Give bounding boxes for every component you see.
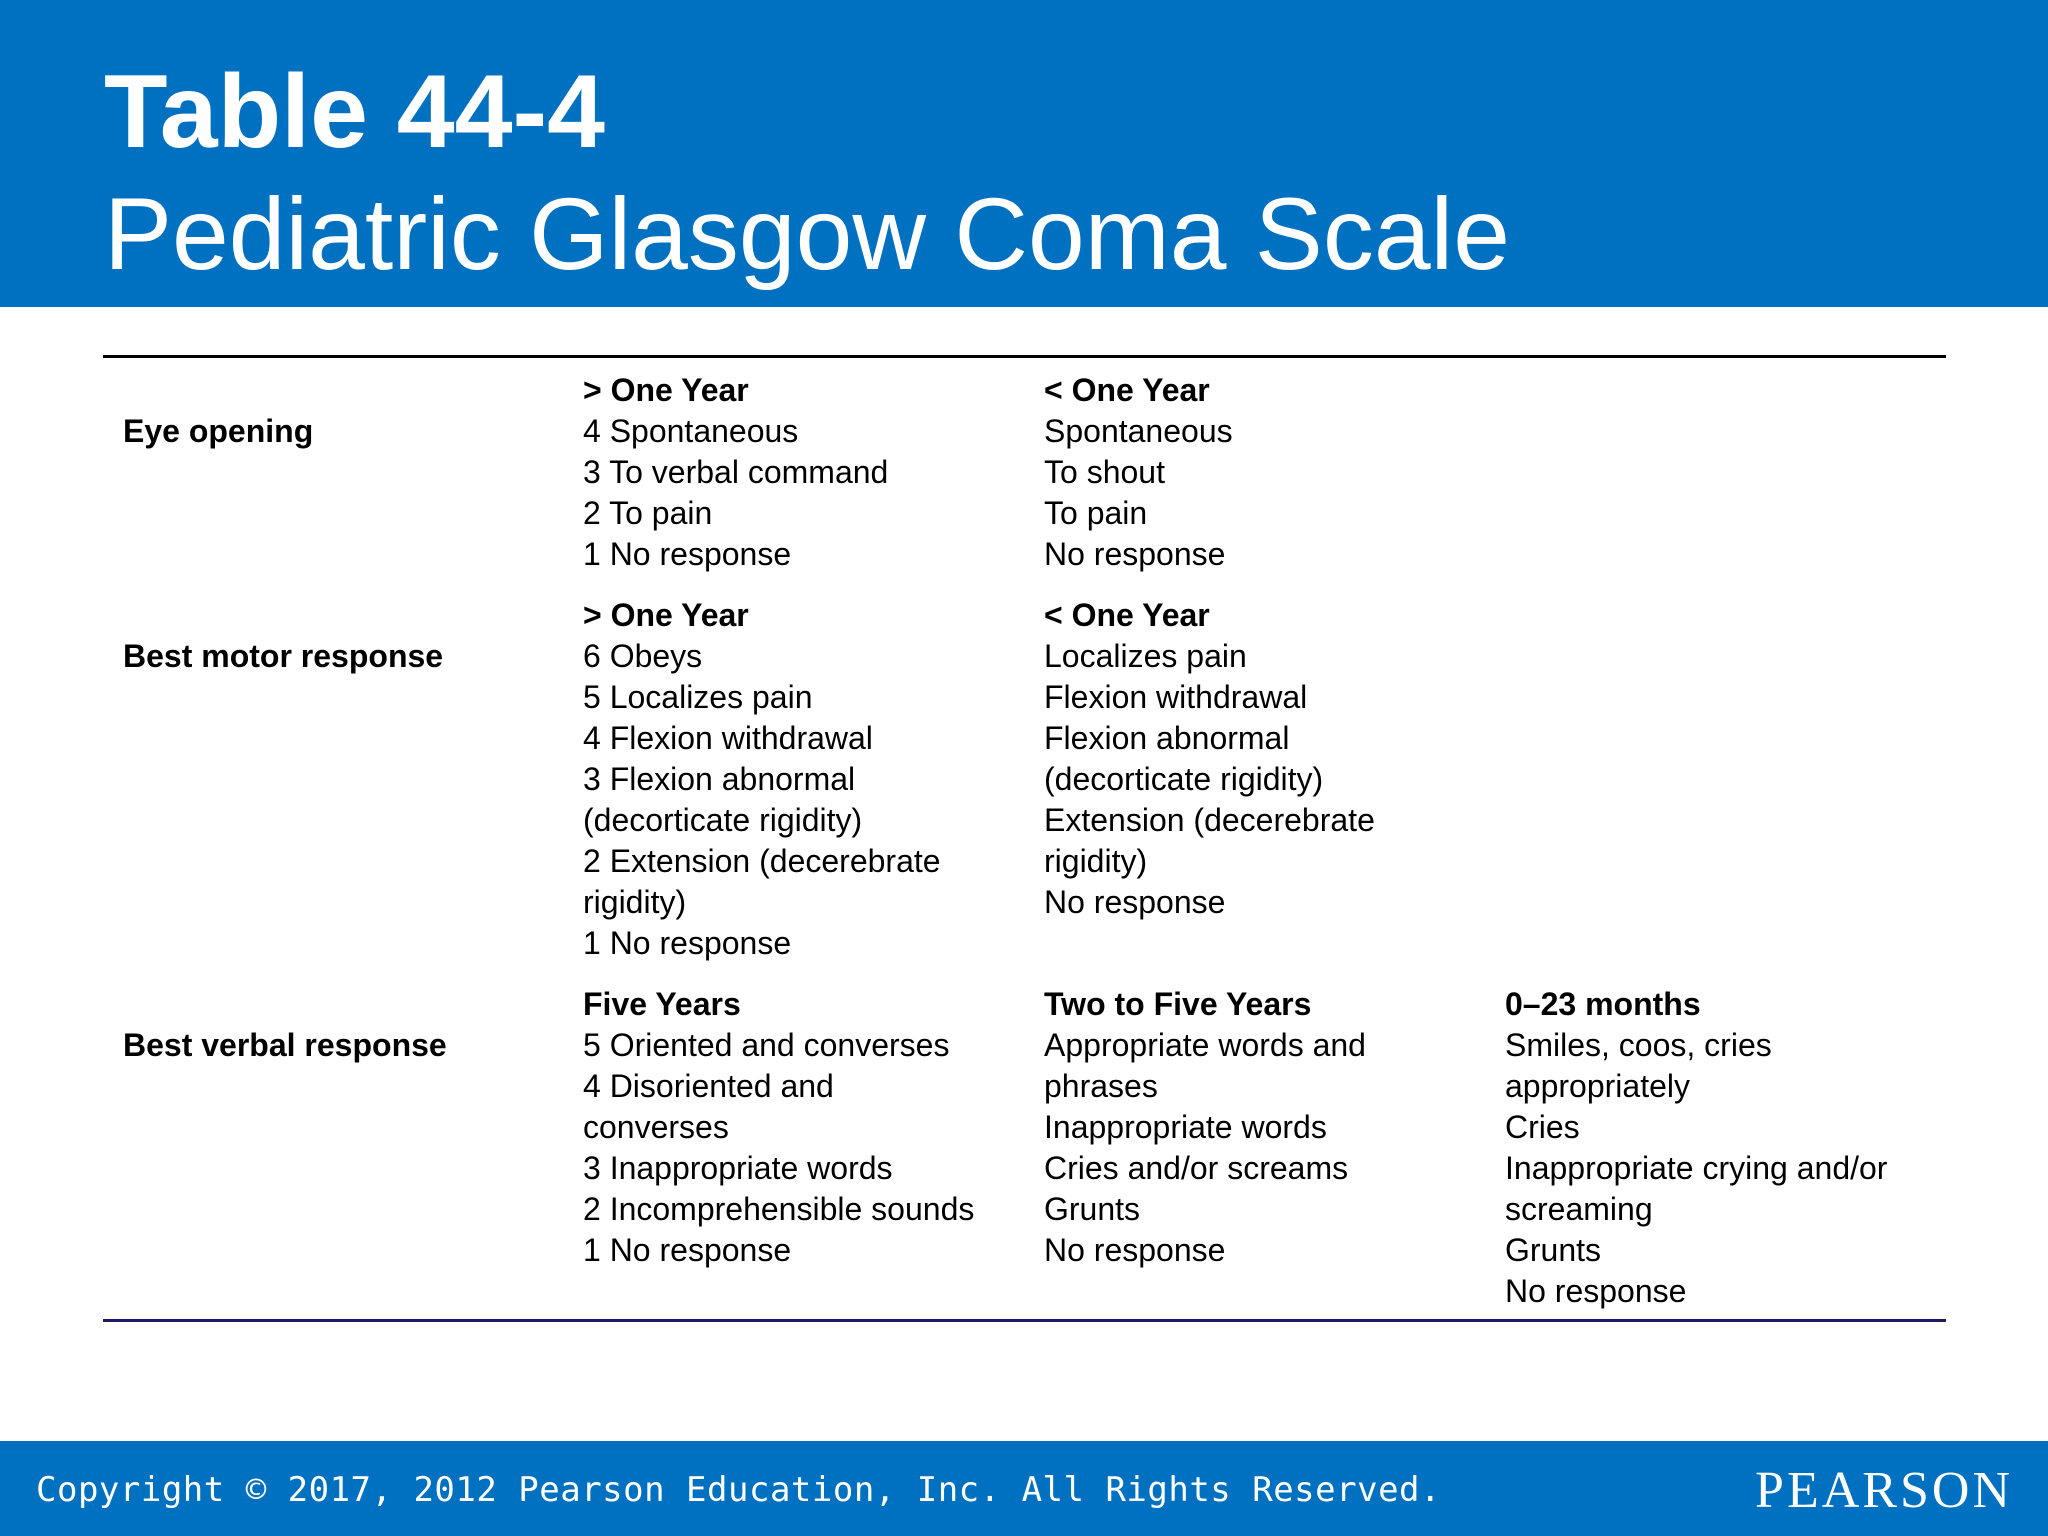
column-under-one-year [1044,370,1233,575]
scale-item: Cries [1505,1109,1580,1145]
row-label: Best verbal response [123,1027,447,1063]
column-heading: Two to Five Years [1044,986,1312,1022]
column-heading: > One Year [583,372,749,408]
scale-item: (decorticate rigidity) [1044,761,1324,797]
scale-item: Grunts [1505,1232,1602,1268]
column-two-to-five-years [1044,984,1366,1271]
scale-item: Appropriate words and [1044,1027,1366,1063]
scale-item: converses [583,1109,729,1145]
scale-item: Cries and/or screams [1044,1150,1349,1186]
scale-item: 2 Extension (decerebrate [583,843,941,879]
scale-item: No response [1044,884,1226,920]
scale-item: 4 Flexion withdrawal [583,720,873,756]
scale-item: appropriately [1505,1068,1690,1104]
table-number: Table 44-4 [104,54,605,170]
scale-item: Inappropriate words [1044,1109,1327,1145]
scale-item: Localizes pain [1044,638,1247,674]
column-heading: < One Year [1044,372,1210,408]
table-bottom-rule [103,1319,1946,1322]
copyright-notice: Copyright © 2017, 2012 Pearson Education, Inc. All Rights Reserved. [36,1470,1441,1510]
column-heading: < One Year [1044,597,1210,633]
scale-item: 2 To pain [583,495,713,531]
scale-item: Grunts [1044,1191,1141,1227]
scale-item: 2 Incomprehensible sounds [583,1191,975,1227]
scale-item: No response [1044,536,1226,572]
scale-item: phrases [1044,1068,1158,1104]
scale-item: rigidity) [583,884,687,920]
title-banner [0,0,2048,307]
column-over-one-year [583,370,888,575]
column-heading: > One Year [583,597,749,633]
footer-bar [0,1441,2048,1536]
scale-item: Smiles, coos, cries [1505,1027,1772,1063]
scale-item: To pain [1044,495,1148,531]
column-over-one-year [583,595,941,964]
table-title: Pediatric Glasgow Coma Scale [104,177,1510,291]
scale-item: Inappropriate crying and/or [1505,1150,1888,1186]
column-0-23-months [1505,984,1887,1312]
scale-item: 3 Inappropriate words [583,1150,893,1186]
scale-item: 3 Flexion abnormal [583,761,856,797]
table-top-rule [103,355,1946,358]
scale-item: To shout [1044,454,1165,490]
scale-item: screaming [1505,1191,1653,1227]
scale-item: (decorticate rigidity) [583,802,863,838]
column-five-years [583,984,974,1271]
scale-item: No response [1044,1232,1226,1268]
row-label: Best motor response [123,638,444,674]
scale-item: 5 Oriented and converses [583,1027,950,1063]
scale-item: 5 Localizes pain [583,679,813,715]
scale-item: Flexion abnormal [1044,720,1290,756]
scale-item: Flexion withdrawal [1044,679,1308,715]
scale-item: Extension (decerebrate [1044,802,1375,838]
scale-item: Spontaneous [1044,413,1233,449]
scale-item: 1 No response [583,925,792,961]
row-label: Eye opening [123,413,314,449]
scale-item: 1 No response [583,1232,792,1268]
column-heading: Five Years [583,986,741,1022]
scale-item: rigidity) [1044,843,1148,879]
scale-item: 4 Disoriented and [583,1068,834,1104]
scale-item: 1 No response [583,536,792,572]
column-under-one-year [1044,595,1375,923]
scale-item: 3 To verbal command [583,454,889,490]
scale-item: 4 Spontaneous [583,413,799,449]
column-heading: 0–23 months [1505,986,1701,1022]
scale-item: No response [1505,1273,1687,1309]
scale-item: 6 Obeys [583,638,703,674]
publisher-logo: PEARSON [1755,1462,2013,1519]
